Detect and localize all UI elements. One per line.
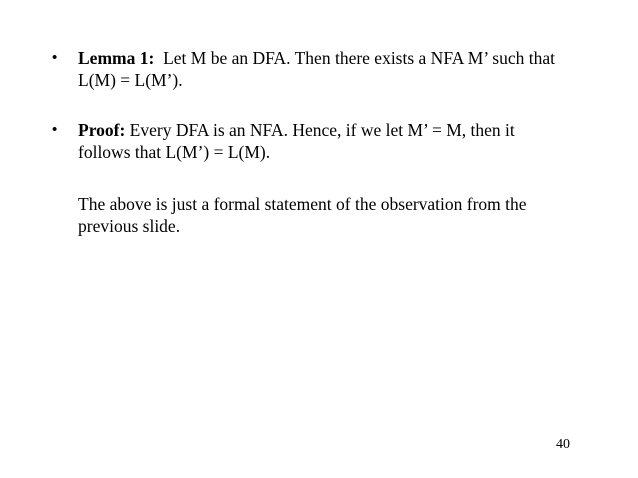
proof-line-1 [78, 119, 592, 141]
proof-bullet [52, 119, 592, 163]
page-number: 40 [556, 437, 570, 452]
lemma-text [78, 47, 592, 91]
proof-statement: Every DFA is an NFA. Hence, if we let M’ = M, then it [129, 120, 515, 140]
proof-text [78, 119, 592, 163]
lemma-line-2: L(M) = L(M’). [78, 70, 183, 90]
proof-label: Proof: [78, 120, 126, 140]
bullet-icon: • [52, 49, 58, 66]
proof-line-2: follows that L(M’) = L(M). [78, 142, 271, 162]
lemma-bullet [52, 47, 592, 91]
lemma-line-1 [78, 47, 592, 69]
bullet-icon: • [52, 121, 58, 138]
observation-paragraph [78, 193, 598, 237]
paragraph-line-2: previous slide. [78, 216, 181, 236]
lemma-label: Lemma 1: [78, 48, 155, 68]
lemma-statement: Let M be an DFA. Then there exists a NFA M’ such that [163, 48, 555, 68]
paragraph-line-1: The above is just a formal statement of the observation from the [78, 194, 527, 214]
